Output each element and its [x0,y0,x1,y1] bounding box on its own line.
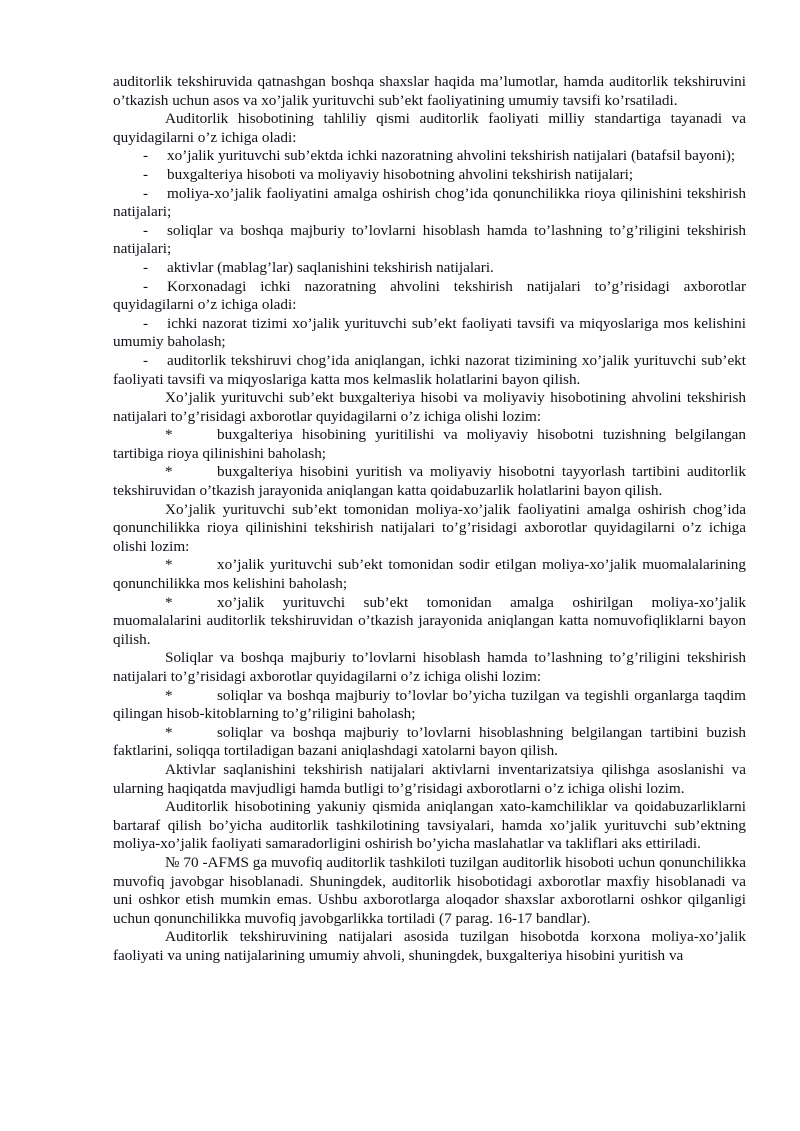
paragraph-text: soliqlar va boshqa majburiy to’lovlarni hisoblashning belgilangan tartibini buzish faktlarini, soliqqa tortiladigan bazani aniqlashdagi xatolarni bayon qilish. [113,723,746,760]
paragraph [113,928,746,965]
paragraph-text: № 70 -AFMS ga muvofiq auditorlik tashkiloti tuzilgan auditorlik hisoboti uchun qonunchilikka muvofiq javobgar hisoblanadi. Shuningdek, auditorlik hisobotidagi axborotlar maxfiy hisoblanadi va uni oshkor etish mumkin emas. Ushbu axborotlarga aloqador shaxslar axborotlarni oshkor qilganligi uchun qonunchilikka muvofiq javobgarlikka tortiladi (7 parag. 16-17 bandlar). [113,853,746,927]
bullet-paragraph [113,259,746,278]
dash-marker: - [143,147,149,165]
paragraph-text: Auditorlik hisobotining yakuniy qismida aniqlangan xato-kamchiliklar va qoidabuzarliklarni bartaraf qilish bo’yicha auditorlik tashkilotining tavsiyalari, hamda xo’jalik yurituvchi sub’ektning moliya-xo’jalik faoliyati samaradorligini oshirish bo’yicha maslahatlar va takliflari aks ettiriladi. [113,798,746,853]
paragraph-text: Aktivlar saqlanishini tekshirish natijalari aktivlarni inventarizatsiya qilishga asoslanishi va ularning haqiqatda mavjudligi hamda butligi to’g’risidagi axborotlarni o’z ichiga olishi lozim. [113,760,746,797]
paragraph-text: moliya-xo’jalik faoliyatini amalga oshirish chog’ida qonunchilikka rioya qilinishini tekshirish natijalari; [113,184,746,221]
asterisk-marker: * [165,463,173,481]
paragraph-text: xo’jalik yurituvchi sub’ekt tomonidan sodir etilgan moliya-xo’jalik muomalalarining qonunchilikka mos kelishini baholash; [113,556,746,593]
dash-marker: - [143,165,149,183]
asterisk-marker: * [165,593,173,611]
dash-marker: - [143,314,149,332]
dash-marker: - [143,277,149,295]
dash-marker: - [143,351,149,369]
bullet-paragraph [113,166,746,185]
bullet-paragraph [113,556,746,593]
paragraph-text: Soliqlar va boshqa majburiy to’lovlarni hisoblash hamda to’lashning to’g’riligini tekshirish natijalari to’g’risidagi axborotlar quyidagilarni o’z ichiga olishi lozim: [113,649,746,685]
paragraph [113,73,746,110]
paragraph-text: xo’jalik yurituvchi sub’ekt tomonidan amalga oshirilgan moliya-xo’jalik muomalalarini auditorlik tekshiruvidan o’tkazish jarayonida aniqlangan katta nomuvofiqliklarni bayon qilish. [113,593,746,648]
paragraph-text: buxgalteriya hisobining yuritilishi va moliyaviy hisobotni tuzishning belgilangan tartibiga rioya qilinishini baholash; [113,426,746,462]
paragraph-text: aktivlar (mablag’lar) saqlanishini tekshirish natijalari. [167,258,494,276]
asterisk-marker: * [165,686,173,704]
bullet-paragraph [113,278,746,315]
paragraph [113,798,746,854]
paragraph-text: xo’jalik yurituvchi sub’ektda ichki nazoratning ahvolini tekshirish natijalari (batafsil bayoni); [167,147,736,165]
paragraph-text: Auditorlik tekshiruvining natijalari asosida tuzilgan hisobotda korxona moliya-xo’jalik faoliyati va uning natijalarining umumiy ahvoli, shuningdek, buxgalteriya hisobini yuritish va [113,928,746,964]
bullet-paragraph [113,724,746,761]
bullet-paragraph [113,315,746,352]
paragraph-text: Xo’jalik yurituvchi sub’ekt buxgalteriya hisobi va moliyaviy hisobotining ahvolini tekshirish natijalari to’g’risidagi axborotlar quyidagilarni o’z ichiga olishi lozim: [113,389,746,425]
paragraph-text: Auditorlik hisobotining tahliliy qismi auditorlik faoliyati milliy standartiga tayanadi va quyidagilarni o’z ichiga oladi: [113,110,746,146]
paragraph-text: soliqlar va boshqa majburiy to’lovlar bo’yicha tuzilgan va tegishli organlarga taqdim qilingan hisob-kitoblarning to’g’riligini baholash; [113,686,746,723]
bullet-paragraph [113,352,746,389]
paragraph [113,649,746,686]
bullet-paragraph [113,147,746,166]
paragraph [113,501,746,557]
bullet-paragraph [113,687,746,724]
paragraph-text: auditorlik tekshiruvida qatnashgan boshqa shaxslar haqida ma’lumotlar, hamda auditorlik tekshiruvini o’tkazish uchun asos va xo’jalik yurituvchi sub’ekt faoliyatining umumiy tavsifi ko’rsatiladi. [113,73,746,109]
asterisk-marker: * [165,723,173,741]
paragraph-text: Korxonadagi ichki nazoratning ahvolini tekshirish natijalari to’g’risidagi axborotlar quyidagilarni o’z ichiga oladi: [113,277,746,314]
dash-marker: - [143,258,149,276]
paragraph-text: Xo’jalik yurituvchi sub’ekt tomonidan moliya-xo’jalik faoliyatini amalga oshirish chog’ida qonunchilikka rioya qilinishini tekshirish natijalari to’g’risidagi axborotlar quyidagilarni o’z ichiga olishi lozim: [113,500,746,555]
dash-marker: - [143,184,149,202]
bullet-paragraph [113,426,746,463]
paragraph [113,761,746,798]
paragraph-text: auditorlik tekshiruvi chog’ida aniqlangan, ichki nazorat tizimining xo’jalik yurituvchi sub’ekt faoliyati tavsifi va miqyoslariga katta mos kelmaslik holatlarini bayon qilish. [113,351,746,388]
bullet-paragraph [113,185,746,222]
paragraph-text: buxgalteriya hisoboti va moliyaviy hisobotning ahvolini tekshirish natijalari; [167,165,634,183]
bullet-paragraph [113,222,746,259]
paragraph-text: ichki nazorat tizimi xo’jalik yurituvchi sub’ekt faoliyati tavsifi va miqyoslariga mos kelishini umumiy baholash; [113,314,746,351]
paragraph-text: buxgalteriya hisobini yuritish va moliyaviy hisobotni tayyorlash tartibini auditorlik tekshiruvidan o’tkazish jarayonida aniqlangan katta qoidabuzarlik holatlarini bayon qilish. [113,463,746,500]
paragraph [113,110,746,147]
asterisk-marker: * [165,556,173,574]
bullet-paragraph [113,594,746,650]
paragraph [113,854,746,928]
asterisk-marker: * [165,426,173,444]
paragraph-text: soliqlar va boshqa majburiy to’lovlarni hisoblash hamda to’lashning to’g’riligini tekshirish natijalari; [113,221,746,258]
bullet-paragraph [113,463,746,500]
dash-marker: - [143,221,149,239]
paragraph [113,389,746,426]
document-body [113,73,746,966]
